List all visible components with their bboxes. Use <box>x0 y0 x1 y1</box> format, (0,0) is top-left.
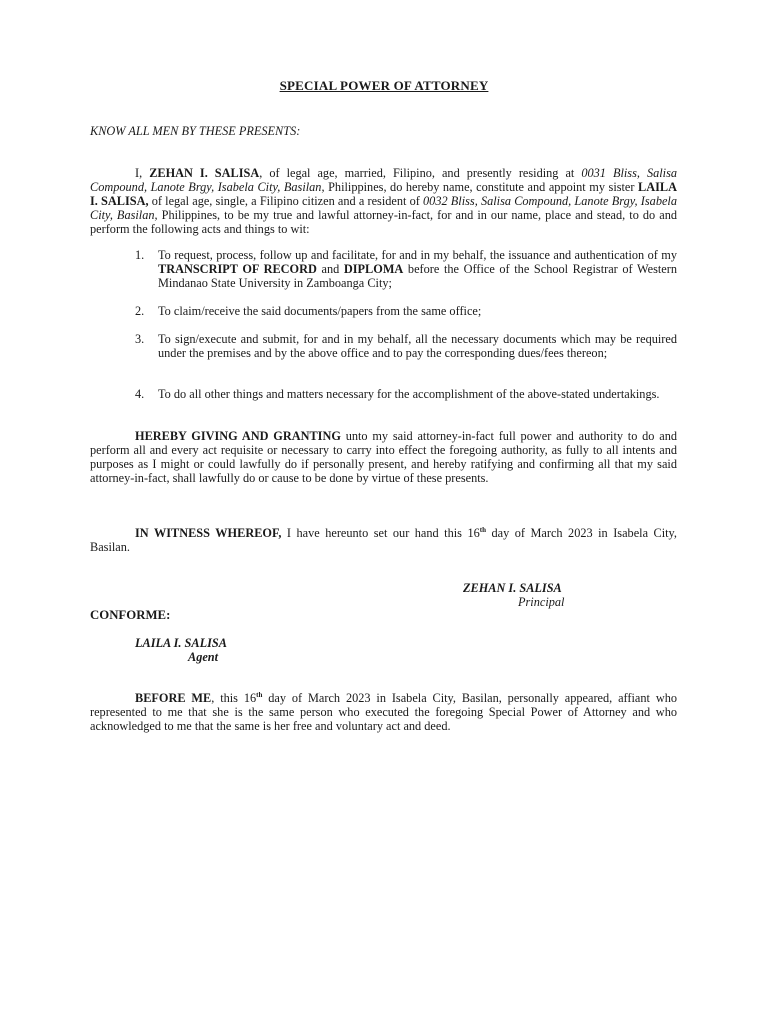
powers-list-item-1 <box>90 248 677 290</box>
appointment-paragraph: I, ZEHAN I. SALISA, of legal age, married, Filipino, and presently residing at 0031 Bliss, Salisa Compound, Lanote Brgy, Isabela City, Basilan, Philippines, do hereby name, constitute and appoint my sister LAILA I. SALISA, of legal age, single, a Filipino citizen and a resident of 0032 Bliss, Salisa Compound, Lanote Brgy, Isabela City, Basilan, Philippines, to be my true and lawful attorney-in-fact, for and in our name, place and stead, to do and perform the following acts and things to wit: <box>90 166 678 236</box>
item-number: 2. <box>135 304 145 318</box>
witness-paragraph: IN WITNESS WHEREOF, I have hereunto set our hand this 16th day of March 2023 in Isabela City, Basilan. <box>90 525 677 554</box>
powers-list-item-4 <box>90 387 677 401</box>
before-me-heading: BEFORE ME <box>135 691 212 705</box>
agent-address: 0032 Bliss, Salisa Compound, Lanote Brgy, Isabela City, Basilan, <box>90 194 677 222</box>
know-all-men-heading: KNOW ALL MEN BY THESE PRESENTS: <box>90 124 301 138</box>
witness-heading: IN WITNESS WHEREOF, <box>135 526 282 540</box>
granting-paragraph: HEREBY GIVING AND GRANTING unto my said attorney-in-fact full power and authority to do and perform all and every act requisite or necessary to carry into effect the foregoing authority, as fully to all intents and purposes as I might or could lawfully do if personally present, and hereby ratifying and confirming all that my said attorney-in-fact, shall lawfully do or cause to be done by virtue of these presents. <box>90 429 677 485</box>
document-title: SPECIAL POWER OF ATTORNEY <box>279 78 489 93</box>
transcript-label: TRANSCRIPT OF RECORD <box>158 262 317 276</box>
item-number: 1. <box>135 248 145 262</box>
list-item: 1. To request, process, follow up and facilitate, for and in my behalf, the issuance and authentication of my TRANSCRIPT OF RECORD and DIPLOMA before the Office of the School Registrar of Western Mindanao State University in Zamboanga City; <box>135 248 678 290</box>
agent-signature-name: LAILA I. SALISA <box>135 636 227 650</box>
acknowledgment-paragraph: BEFORE ME, this 16th day of March 2023 in Isabela City, Basilan, personally appeared, affiant who represented to me that she is the same person who executed the foregoing Special Power of Attorney and who acknowledged to me that the same is her free and voluntary act and deed. <box>90 690 678 733</box>
item-number: 3. <box>135 332 145 346</box>
principal-signature-role: Principal <box>518 595 565 609</box>
list-item: 2. To claim/receive the said documents/papers from the same office; <box>135 304 482 318</box>
item-number: 4. <box>135 387 145 401</box>
diploma-label: DIPLOMA <box>343 262 404 276</box>
powers-list-item-3 <box>90 332 677 360</box>
list-item: 3. To sign/execute and submit, for and in my behalf, all the necessary documents which may be required under the premises and by the above office and to pay the corresponding dues/fees thereon; <box>135 332 677 360</box>
agent-signature-role: Agent <box>188 650 219 664</box>
principal-signature-name: ZEHAN I. SALISA <box>463 581 562 595</box>
principal-address: 0031 Bliss, Salisa Compound, Lanote Brgy, Isabela City, Basilan, <box>90 166 678 194</box>
list-item: 4. To do all other things and matters necessary for the accomplishment of the above-stated undertakings. <box>135 387 660 401</box>
granting-heading: HEREBY GIVING AND GRANTING <box>135 429 341 443</box>
agent-name-inline: LAILA I. SALISA, <box>90 180 677 208</box>
principal-name-inline: ZEHAN I. SALISA <box>149 166 260 180</box>
powers-list-item-2 <box>90 304 677 318</box>
conforme-heading: CONFORME: <box>90 608 171 622</box>
